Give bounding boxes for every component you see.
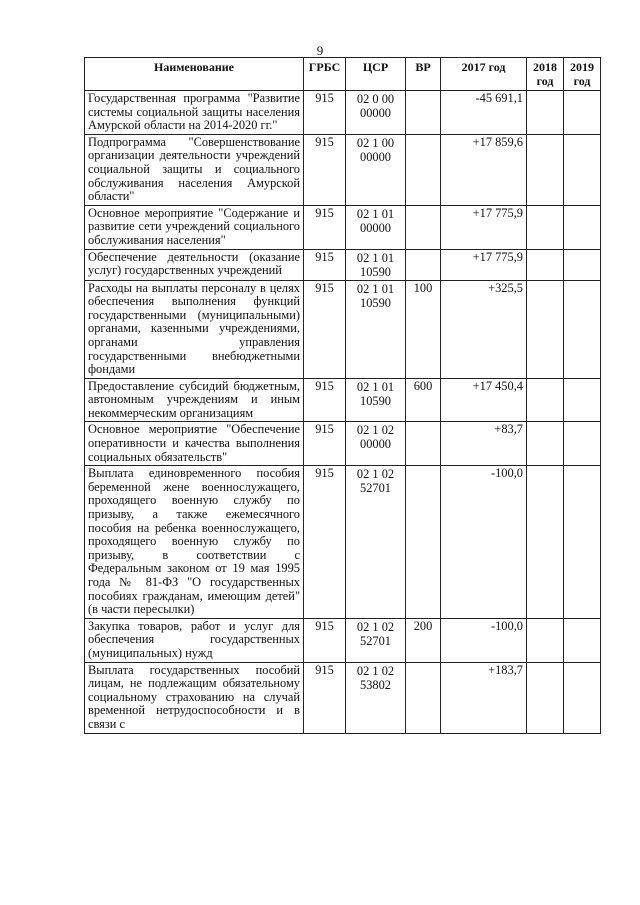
cell-y2019 <box>564 91 601 135</box>
table-row <box>85 91 601 135</box>
cell-csr: 02 1 02 52701 <box>346 618 406 662</box>
cell-y2017: +17 775,9 <box>441 249 527 280</box>
cell-name: Выплата государственных пособий лицам, не подлежащим обязательному социальному страхованию на случай временной нетрудоспособности и в связи с <box>85 662 304 733</box>
cell-csr: 02 1 00 00000 <box>346 134 406 205</box>
cell-vr: 600 <box>406 378 441 422</box>
cell-y2018 <box>527 422 564 466</box>
cell-name: Расходы на выплаты персоналу в целях обеспечения выполнения функций государственными (муниципальными) органами, казенными учреждениями, органами управления государственными внебюджетными фондами <box>85 280 304 378</box>
cell-y2018 <box>527 249 564 280</box>
table-row <box>85 466 601 619</box>
cell-vr <box>406 91 441 135</box>
cell-y2019 <box>564 134 601 205</box>
table-row <box>85 662 601 733</box>
col-header-vr: ВР <box>406 58 441 91</box>
col-header-csr: ЦСР <box>346 58 406 91</box>
cell-y2017: -100,0 <box>441 618 527 662</box>
cell-csr: 02 1 02 53802 <box>346 662 406 733</box>
cell-y2018 <box>527 466 564 619</box>
cell-name: Подпрограмма "Совершенствование организации деятельности учреждений социальной защиты и социального обслуживания населения Амурской области" <box>85 134 304 205</box>
cell-y2019 <box>564 618 601 662</box>
col-header-2017: 2017 год <box>441 58 527 91</box>
table-row <box>85 134 601 205</box>
cell-y2017: +17 450,4 <box>441 378 527 422</box>
table-row <box>85 422 601 466</box>
budget-table <box>84 57 601 734</box>
cell-vr <box>406 134 441 205</box>
cell-y2017: +183,7 <box>441 662 527 733</box>
cell-y2019 <box>564 662 601 733</box>
cell-name: Основное мероприятие "Содержание и развитие сети учреждений социального обслуживания населения" <box>85 205 304 249</box>
cell-grbs: 915 <box>304 618 346 662</box>
cell-vr: 100 <box>406 280 441 378</box>
cell-csr: 02 1 01 10590 <box>346 378 406 422</box>
cell-csr: 02 1 01 10590 <box>346 280 406 378</box>
cell-y2017: -100,0 <box>441 466 527 619</box>
cell-grbs: 915 <box>304 205 346 249</box>
cell-name: Предоставление субсидий бюджетным, автономным учреждениям и иным некоммерческим организациям <box>85 378 304 422</box>
table-row <box>85 249 601 280</box>
cell-csr: 02 0 00 00000 <box>346 91 406 135</box>
cell-csr: 02 1 01 00000 <box>346 205 406 249</box>
cell-y2019 <box>564 205 601 249</box>
cell-csr: 02 1 02 00000 <box>346 422 406 466</box>
cell-y2019 <box>564 378 601 422</box>
cell-y2017: +83,7 <box>441 422 527 466</box>
cell-vr <box>406 422 441 466</box>
cell-grbs: 915 <box>304 249 346 280</box>
cell-y2017: +17 859,6 <box>441 134 527 205</box>
cell-y2018 <box>527 134 564 205</box>
col-header-grbs: ГРБС <box>304 58 346 91</box>
cell-y2019 <box>564 466 601 619</box>
table-row <box>85 618 601 662</box>
cell-grbs: 915 <box>304 134 346 205</box>
col-header-2019: 2019 год <box>564 58 601 91</box>
cell-y2018 <box>527 280 564 378</box>
cell-vr <box>406 662 441 733</box>
cell-y2017: -45 691,1 <box>441 91 527 135</box>
cell-y2018 <box>527 378 564 422</box>
cell-grbs: 915 <box>304 91 346 135</box>
cell-y2019 <box>564 280 601 378</box>
cell-grbs: 915 <box>304 662 346 733</box>
col-header-2018: 2018 год <box>527 58 564 91</box>
cell-y2019 <box>564 422 601 466</box>
cell-vr <box>406 249 441 280</box>
cell-y2018 <box>527 205 564 249</box>
cell-csr: 02 1 01 10590 <box>346 249 406 280</box>
table-header-row <box>85 58 601 91</box>
cell-grbs: 915 <box>304 378 346 422</box>
cell-vr <box>406 205 441 249</box>
cell-grbs: 915 <box>304 422 346 466</box>
page-number: 9 <box>316 43 324 58</box>
cell-y2017: +17 775,9 <box>441 205 527 249</box>
cell-name: Выплата единовременного пособия беременной жене военнослужащего, проходящего военную службу по призыву, а также ежемесячного пособия на ребенка военнослужащего, проходящего военную службу по призыву, в соответствии с Федеральным законом от 19 мая 1995 года № 81-ФЗ "О государственных пособиях гражданам, имеющим детей" (в части пересылки) <box>85 466 304 619</box>
table-row <box>85 378 601 422</box>
col-header-name: Наименование <box>85 58 304 91</box>
cell-name: Основное мероприятие "Обеспечение оперативности и качества выполнения социальных обязательств" <box>85 422 304 466</box>
cell-y2017: +325,5 <box>441 280 527 378</box>
cell-csr: 02 1 02 52701 <box>346 466 406 619</box>
table-row <box>85 205 601 249</box>
cell-y2018 <box>527 91 564 135</box>
cell-y2019 <box>564 249 601 280</box>
cell-name: Государственная программа "Развитие системы социальной защиты населения Амурской области на 2014-2020 гг." <box>85 91 304 135</box>
cell-grbs: 915 <box>304 280 346 378</box>
cell-grbs: 915 <box>304 466 346 619</box>
cell-vr: 200 <box>406 618 441 662</box>
cell-name: Обеспечение деятельности (оказание услуг) государственных учреждений <box>85 249 304 280</box>
cell-y2018 <box>527 618 564 662</box>
table-row <box>85 280 601 378</box>
cell-vr <box>406 466 441 619</box>
cell-y2018 <box>527 662 564 733</box>
cell-name: Закупка товаров, работ и услуг для обеспечения государственных (муниципальных) нужд <box>85 618 304 662</box>
